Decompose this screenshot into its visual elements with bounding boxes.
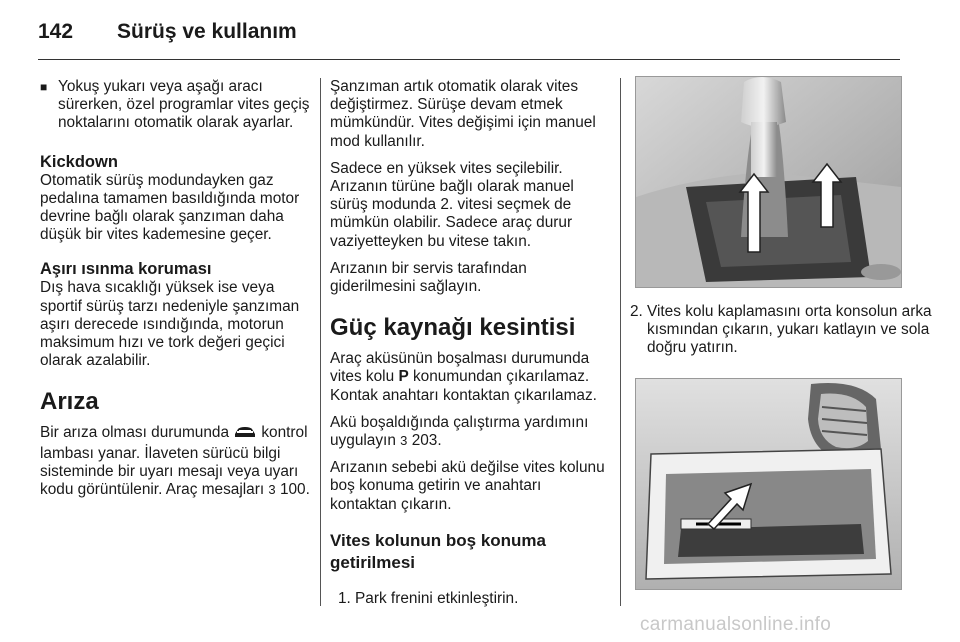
page-number: 142: [38, 20, 74, 43]
gear-p-label: P: [398, 368, 409, 386]
column-divider: [620, 78, 621, 606]
kickdown-heading: Kickdown: [40, 152, 118, 171]
step-1: [330, 590, 608, 608]
jump-text: Akü boşaldığında çalıştırma yardımını uygulayın: [330, 413, 589, 450]
overheat-text: Dış hava sıcaklığı yüksek ise veya sportif sürüş tarzı nedeniyle şanzıman aşırı derecede ısındığında, motorun maksimum hızı ve tork değeri geçici olarak azalabilir.: [40, 279, 300, 370]
fault-ref-page: 100.: [279, 481, 310, 499]
overheat-heading: Aşırı ısınma koruması: [40, 260, 212, 279]
paragraph: Şanzıman artık otomatik olarak vites değiştirmez. Sürüşe devam etmek mümkündür. Vites değişimi için manuel mod kullanılır.: [330, 78, 596, 150]
paragraph: Arızanın sebebi akü değilse vites kolunu boş konuma getirin ve anahtarı kontaktan çıkarın.: [330, 459, 605, 513]
column-left: [40, 78, 312, 508]
power-text-a: Araç aküsünün boşalması durumunda vites kolu: [330, 350, 590, 386]
fault-text: [40, 424, 312, 499]
console-cover-photo: [635, 378, 902, 590]
step-text: Vites kolu kaplamasını orta konsolun arka kısmından çıkarın, yukarı katlayın ve sola doğru yatırın.: [647, 303, 932, 357]
paragraph: Arızanın bir servis tarafından giderilmesini sağlayın.: [330, 259, 527, 296]
kickdown-text: Otomatik sürüş modundayken gaz pedalına tamamen basıldığında motor devrine bağlı olarak şanzıman daha düşük bir vites kademesine geçer.: [40, 171, 300, 244]
gear-lever-photo: [635, 76, 902, 288]
fault-text-b: kontrol lambası yanar. İlaveten sürücü bilgi sisteminde bir uyarı mesajı veya uyarı kodu görüntülenir. Araç mesajları: [40, 424, 308, 499]
jump-ref-page: 203.: [411, 432, 442, 450]
step-number: 1.: [338, 589, 351, 607]
fault-text-a: Bir arıza olması durumunda: [40, 424, 230, 442]
watermark: carmanualsonline.info: [640, 614, 832, 635]
fault-heading: Arıza: [40, 388, 99, 416]
section-overheat: [40, 260, 312, 370]
power-text: [330, 350, 608, 405]
bullet-text: Yokuş yukarı veya aşağı aracı sürerken, özel programlar vites geçiş noktalarını otomatik olarak ayarlar.: [58, 78, 310, 132]
page-title: Sürüş ve kullanım: [117, 20, 297, 43]
car-warning-icon: [233, 425, 257, 444]
page-header: [0, 0, 960, 60]
column-middle: [330, 78, 608, 608]
step-2: [622, 303, 932, 358]
neutral-heading: Vites kolunun boş konuma getirilmesi: [330, 530, 546, 572]
bullet-item: [40, 78, 312, 133]
power-heading: Güç kaynağı kesintisi: [330, 314, 576, 342]
header-divider: [38, 59, 900, 60]
power-text-b: konumundan çıkarılamaz. Kontak anahtarı kontaktan çıkarılamaz.: [330, 368, 597, 404]
column-divider: [320, 78, 321, 606]
bullet-square-icon: ■: [40, 80, 48, 94]
page-ref-icon: 3: [400, 433, 408, 449]
step-text: Park frenini etkinleştirin.: [355, 589, 519, 607]
page-ref-icon: 3: [268, 482, 276, 498]
paragraph: Sadece en yüksek vites seçilebilir. Arızanın türüne bağlı olarak manuel sürüş modunda 2. vitesi seçmek de mümkün olabilir. Sadece araç durur vaziyetteyken bu vitese takın.: [330, 159, 574, 250]
step-number: 2.: [630, 303, 643, 320]
jump-start-text: [330, 414, 608, 450]
section-kickdown: [40, 153, 312, 245]
